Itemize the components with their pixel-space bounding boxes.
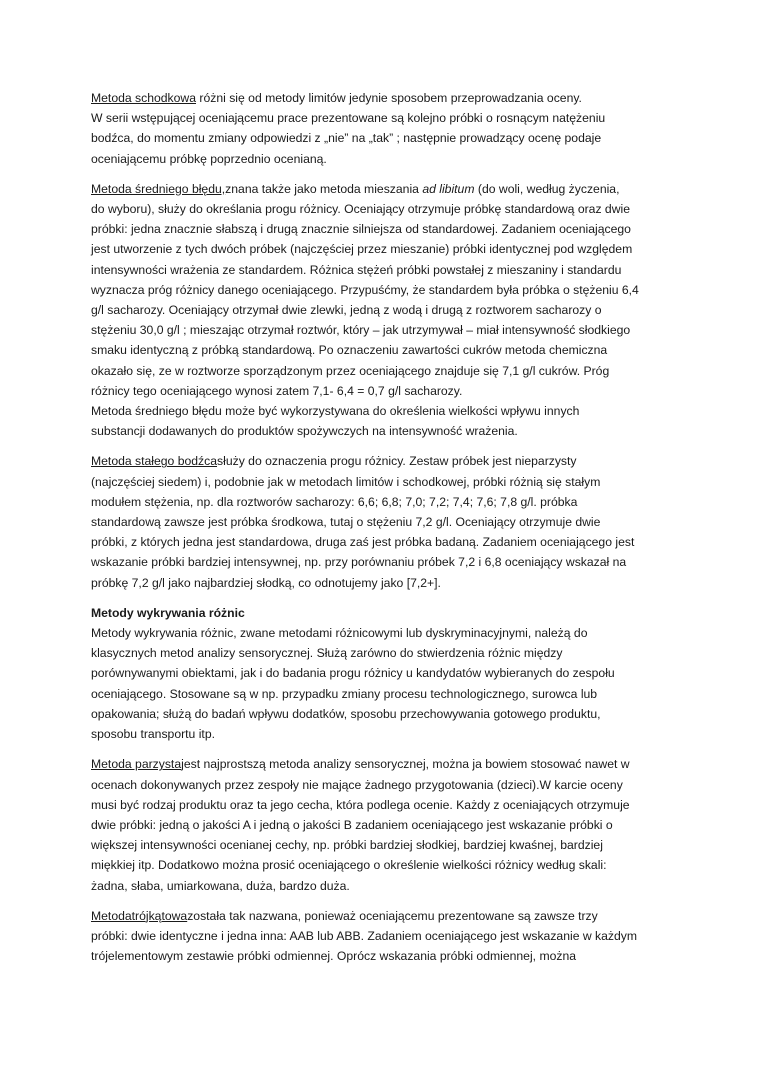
section-heading: Metody wykrywania różnic	[91, 605, 245, 620]
text-line: oceniającemu próbkę poprzednio ocenianą.	[91, 151, 327, 166]
term-metoda-stalego-bodzca: Metoda stałego bodźca	[91, 454, 218, 469]
text-line: Metoda schodkowa różni się od metody limitów jedynie sposobem przeprowadzania oceny.	[91, 91, 582, 105]
text-line: wskazanie próbki bardziej intensywnej, np. przy porównaniu próbek 7,2 i 6,8 oceniający wskazał na	[91, 555, 627, 570]
text-line: trójelementowym zestawie próbki odmiennej. Oprócz wskazania próbki odmiennej, można	[91, 949, 577, 964]
text-line: (najczęściej siedem) i, podobnie jak w metodach limitów i schodkowej, próbki różnią się stałym	[91, 474, 601, 489]
text-line: próbkę 7,2 g/l jako najbardziej słodką, co odnotujemy jako [7,2+].	[91, 575, 441, 590]
text-line: klasycznych metod analizy sensorycznej. Służą zarówno do stwierdzenia różnic między	[91, 646, 563, 661]
text-line: większej intensywności ocenianej cechy, np. próbki bardziej słodkiej, bardziej kwaśnej, bardziej	[91, 838, 603, 853]
text-line: modułem stężenia, np. dla roztworów sacharozy: 6,6; 6,8; 7,0; 7,2; 7,4; 7,6; 7,8 g/l. próbka	[91, 494, 578, 509]
text-line: sposobu transportu itp.	[91, 727, 215, 742]
document-page	[91, 88, 681, 976]
text-line: oceniającego. Stosowane są w np. przypadku zmiany procesu technologicznego, surowca lub	[91, 686, 598, 701]
text-line: próbki, z których jedna jest standardowa, druga zaś jest próbka badaną. Zadaniem oceniającego jest	[91, 535, 635, 550]
term-metoda-sredniego-bledu: Metoda średniego błędu,	[91, 181, 226, 196]
text-line: bodźca, do momentu zmiany odpowiedzi z „nie” na „tak” ; następnie prowadzący ocenę podaje	[91, 131, 602, 146]
text-line: ocenach dokonywanych przez zespoły nie mające żadnego przygotowania (dzieci).W karcie oceny	[91, 777, 623, 792]
paragraph-metoda-parzysta	[91, 754, 681, 895]
paragraph-metody-wykrywania-roznic	[91, 603, 681, 744]
text-line: intensywności wrażenia ze standardem. Różnica stężeń próbki powstałej z mieszaniny i standardu	[91, 262, 622, 277]
text-line: porównywanymi obiektami, jak i do badania progu różnicy u kandydatów wybieranych do zespołu	[91, 666, 615, 681]
text-line: okazało się, ze w roztworze sporządzonym przez oceniającego znajduje się 7,1 g/l cukrów. Próg	[91, 363, 610, 378]
paragraph-metoda-trojkatowa	[91, 906, 681, 967]
text-line: Metoda parzystajest najprostszą metoda analizy sensorycznej, można ja bowiem stosować nawet w	[91, 757, 630, 772]
text-line: musi być rodzaj produktu oraz ta jego cecha, która podlega ocenie. Każdy z oceniających otrzymuje	[91, 797, 630, 812]
italic-ad-libitum: ad libitum	[422, 181, 475, 196]
text-line: Metoda średniego błędu,znana także jako metoda mieszania ad libitum (do woli, według życzenia,	[91, 181, 620, 196]
text-line: Metodatrójkątowazostała tak nazwana, ponieważ oceniającemu prezentowane są zawsze trzy	[91, 908, 598, 923]
text-line: miękkiej itp. Dodatkowo można prosić oceniającego o określenie wielkości różnicy według skali:	[91, 858, 607, 873]
term-metoda-schodkowa: Metoda schodkowa	[91, 91, 197, 105]
text-line: Metody wykrywania różnic, zwane metodami różnicowymi lub dyskryminacyjnymi, należą do	[91, 626, 588, 641]
term-metoda-parzysta: Metoda parzysta	[91, 757, 182, 772]
text-line: próbki: dwie identyczne i jedna inna: AAB lub ABB. Zadaniem oceniającego jest wskazanie w każdym	[91, 928, 638, 943]
text-line: wyznacza próg różnicy danego oceniającego. Przypuśćmy, że standardem była próbka o stężeniu 6,4	[91, 282, 639, 297]
term-metoda-trojkatowa: Metodatrójkątowa	[91, 908, 188, 923]
text-line: Metoda stałego bodźcasłuży do oznaczenia progu różnicy. Zestaw próbek jest nieparzysty	[91, 454, 577, 469]
paragraph-metoda-schodkowa	[91, 88, 681, 169]
text-line: dwie próbki: jedną o jakości A i jedną o jakości B zadaniem oceniającego jest wskazanie próbki o	[91, 817, 613, 832]
paragraph-metoda-sredniego-bledu	[91, 179, 681, 442]
text-line: W serii wstępującej oceniającemu prace prezentowane są kolejno próbki o rosnącym natężeniu	[91, 111, 606, 126]
text-line: substancji dodawanych do produktów spożywczych na intensywność wrażenia.	[91, 424, 518, 439]
text-line: jest utworzenie z tych dwóch próbek (najczęściej przez mieszanie) próbki identycznej pod względem	[91, 242, 633, 257]
paragraph-metoda-stalego-bodzca	[91, 451, 681, 592]
text-line: standardową zawsze jest próbka środkowa, tutaj o stężeniu 7,2 g/l. Oceniający otrzymuje dwie	[91, 515, 601, 530]
text-line: do wyboru), służy do określania progu różnicy. Oceniający otrzymuje próbkę standardową oraz dwie	[91, 202, 630, 217]
text-line: smaku identyczną z próbką standardową. Po oznaczeniu zawartości cukrów metoda chemiczna	[91, 343, 608, 358]
text-line: żadna, słaba, umiarkowana, duża, bardzo duża.	[91, 878, 350, 893]
text-line: próbki: jedna znacznie słabszą i drugą znacznie silniejsza od standardowej. Zadaniem oceniającego	[91, 222, 631, 237]
text-line: Metoda średniego błędu może być wykorzystywana do określenia wielkości wpływu innych	[91, 404, 580, 419]
text-line: g/l sacharozy. Oceniający otrzymał dwie zlewki, jedną z wodą i drugą z roztworem sacharozy o	[91, 303, 602, 318]
text-line: stężeniu 30,0 g/l ; mieszając otrzymał roztwór, który – jak utrzymywał – miał intensywność słodkiego	[91, 323, 631, 338]
text-line: różnicy tego oceniającego wynosi zatem 7,1- 6,4 = 0,7 g/l sacharozy.	[91, 383, 463, 398]
text-line: opakowania; służą do badań wpływu dodatków, sposobu przechowywania gotowego produktu,	[91, 706, 601, 721]
